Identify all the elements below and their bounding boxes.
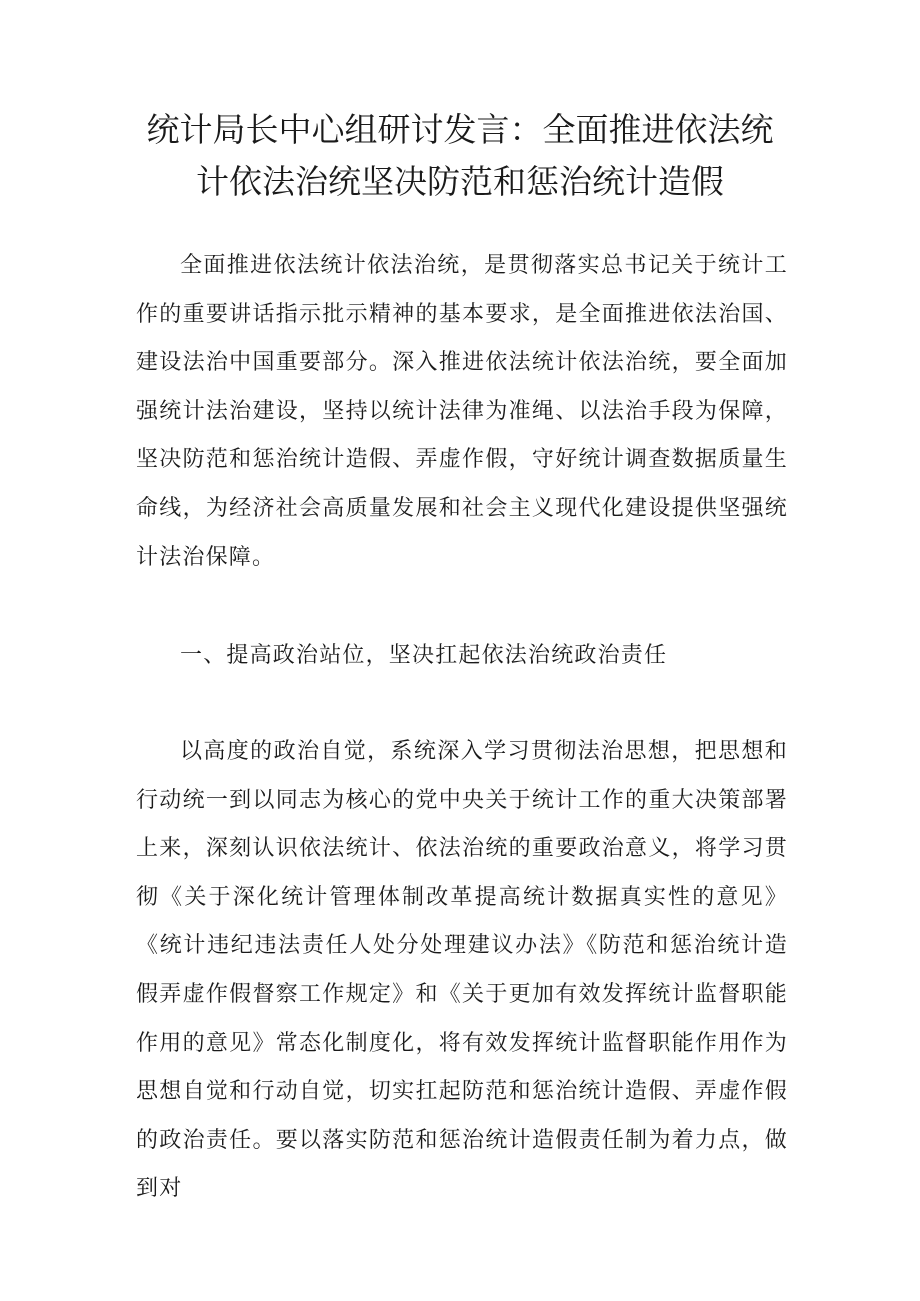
title-line-1: 统计局长中心组研讨发言：全面推进依法统 xyxy=(146,110,774,149)
document-title xyxy=(120,104,800,208)
intro-paragraph: 全面推进依法统计依法治统，是贯彻落实总书记关于统计工作的重要讲话指示批示精神的基本要求，是全面推进依法治国、建设法治中国重要部分。深入推进依法统计依法治统，要全面加强统计法治建设，坚持以统计法律为准绳、以法治手段为保障，坚决防范和惩治统计造假、弄虚作假，守好统计调查数据质量生命线，为经济社会高质量发展和社会主义现代化建设提供坚强统计法治保障。 xyxy=(136,253,788,570)
section-1-paragraph: 以高度的政治自觉，系统深入学习贯彻法治思想，把思想和行动统一到以同志为核心的党中央关于统计工作的重大决策部署上来，深刻认识依法统计、依法治统的重要政治意义，将学习贯彻《关于深化统计管理体制改革提高统计数据真实性的意见》《统计违纪违法责任人处分处理建议办法》《防范和惩治统计造假弄虚作假督察工作规定》和《关于更加有效发挥统计监督职能作用的意见》常态化制度化，将有效发挥统计监督职能作用作为思想自觉和行动自觉，切实扛起防范和惩治统计造假、弄虚作假的政治责任。要以落实防范和惩治统计造假责任制为着力点，做到对 xyxy=(136,739,788,1202)
section-heading-1: 一、提高政治站位，坚决扛起依法治统政治责任 xyxy=(180,643,668,668)
title-line-2: 计依法治统坚决防范和惩治统计造假 xyxy=(196,162,724,201)
